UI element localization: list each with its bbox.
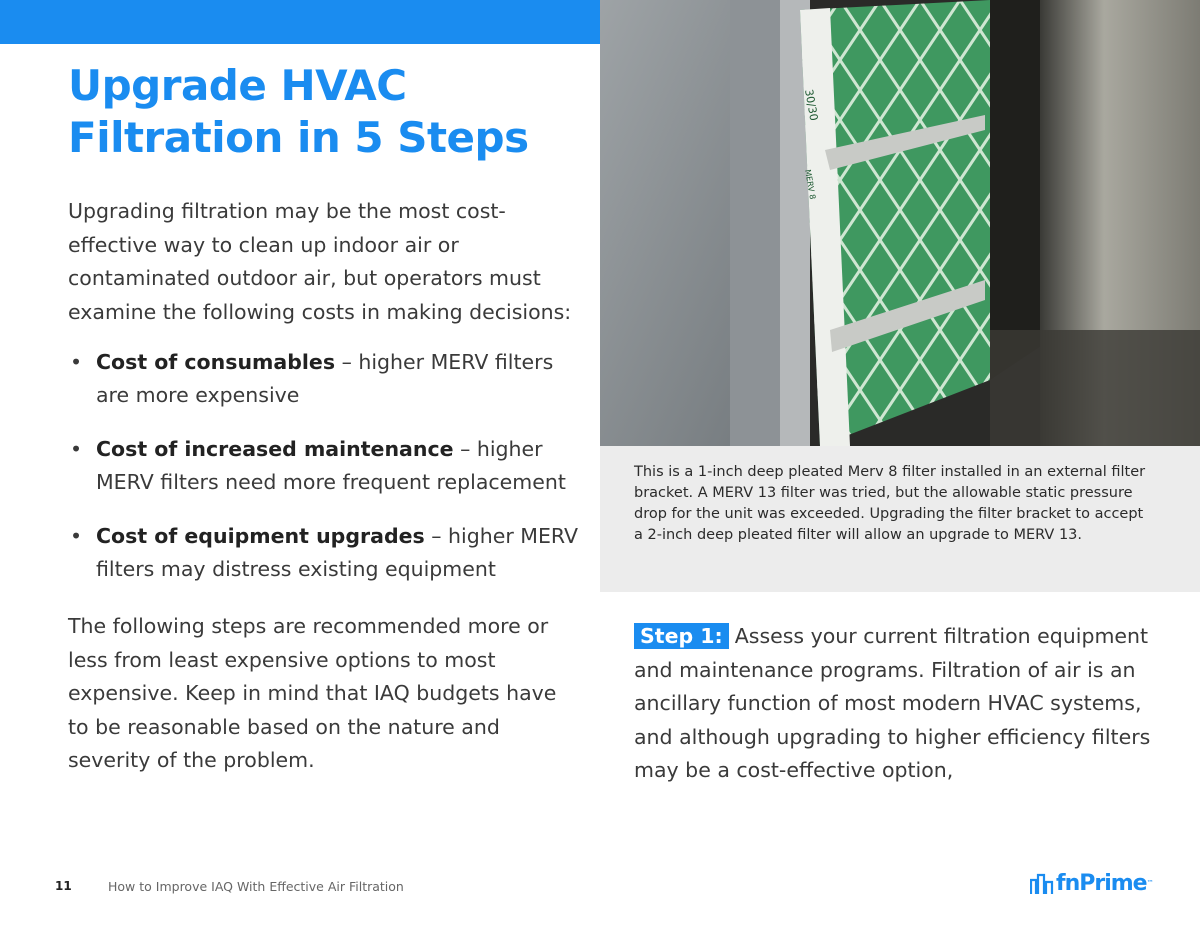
bullet-dot-icon: • xyxy=(70,350,83,374)
cost-bullet-list xyxy=(68,346,588,607)
bullet-item-maintenance xyxy=(68,433,588,499)
photo-merv-label: MERV 8 xyxy=(803,168,818,201)
bullet-item-consumables xyxy=(68,346,588,412)
logo-trademark: ™ xyxy=(1146,879,1154,887)
bullet-dot-icon: • xyxy=(70,524,83,548)
bullet-item-equipment xyxy=(68,520,588,586)
title-line-2: Filtration in 5 Steps xyxy=(68,113,529,162)
bullet-text: – higher MERV filters need more frequent replacement xyxy=(96,437,566,494)
step-1-text: Assess your current filtration equipment and maintenance programs. Filtration of air is an ancillary function of most modern HVAC systems, and although upgrading to higher efficiency filters may be a cost-effective option, xyxy=(634,624,1151,782)
bullet-dot-icon: • xyxy=(70,437,83,461)
page-number: 11 xyxy=(55,879,72,893)
filter-photo xyxy=(600,0,1200,446)
top-accent-bar xyxy=(0,0,600,44)
bullet-bold: Cost of equipment upgrades xyxy=(96,524,425,548)
page-title xyxy=(68,60,588,164)
title-line-1: Upgrade HVAC xyxy=(68,61,407,110)
photo-caption-box xyxy=(600,446,1200,592)
bullet-bold: Cost of consumables xyxy=(96,350,336,374)
bullet-text: – higher MERV filters may distress existing equipment xyxy=(96,524,579,581)
building-logo-icon xyxy=(1030,871,1056,895)
step-1-label: Step 1: xyxy=(634,623,729,649)
logo-wordmark: fnPrime xyxy=(1056,870,1147,896)
step-1-paragraph xyxy=(634,620,1154,788)
bullet-text: – higher MERV filters are more expensive xyxy=(96,350,554,407)
bullet-bold: Cost of increased maintenance xyxy=(96,437,454,461)
footer-doc-title: How to Improve IAQ With Effective Air Filtration xyxy=(108,879,404,894)
filter-photo-illustration xyxy=(600,0,1200,446)
following-steps-paragraph: The following steps are recommended more or less from least expensive options to most expensive. Keep in mind that IAQ budgets have to be reasonable based on the nature and severity of the problem. xyxy=(68,614,557,772)
photo-caption: This is a 1-inch deep pleated Merv 8 filter installed in an external filter bracket. A MERV 13 filter was tried, but the allowable static pressure drop for the unit was exceeded. Upgrading the filter bracket to accept a 2-inch deep pleated filter will allow an upgrade to MERV 13. xyxy=(634,464,1146,543)
fnprime-logo xyxy=(1030,868,1154,898)
photo-rating-label: 30/30 xyxy=(802,88,821,122)
intro-paragraph: Upgrading filtration may be the most cost-effective way to clean up indoor air or contaminated outdoor air, but operators must examine the following costs in making decisions: xyxy=(68,199,572,324)
